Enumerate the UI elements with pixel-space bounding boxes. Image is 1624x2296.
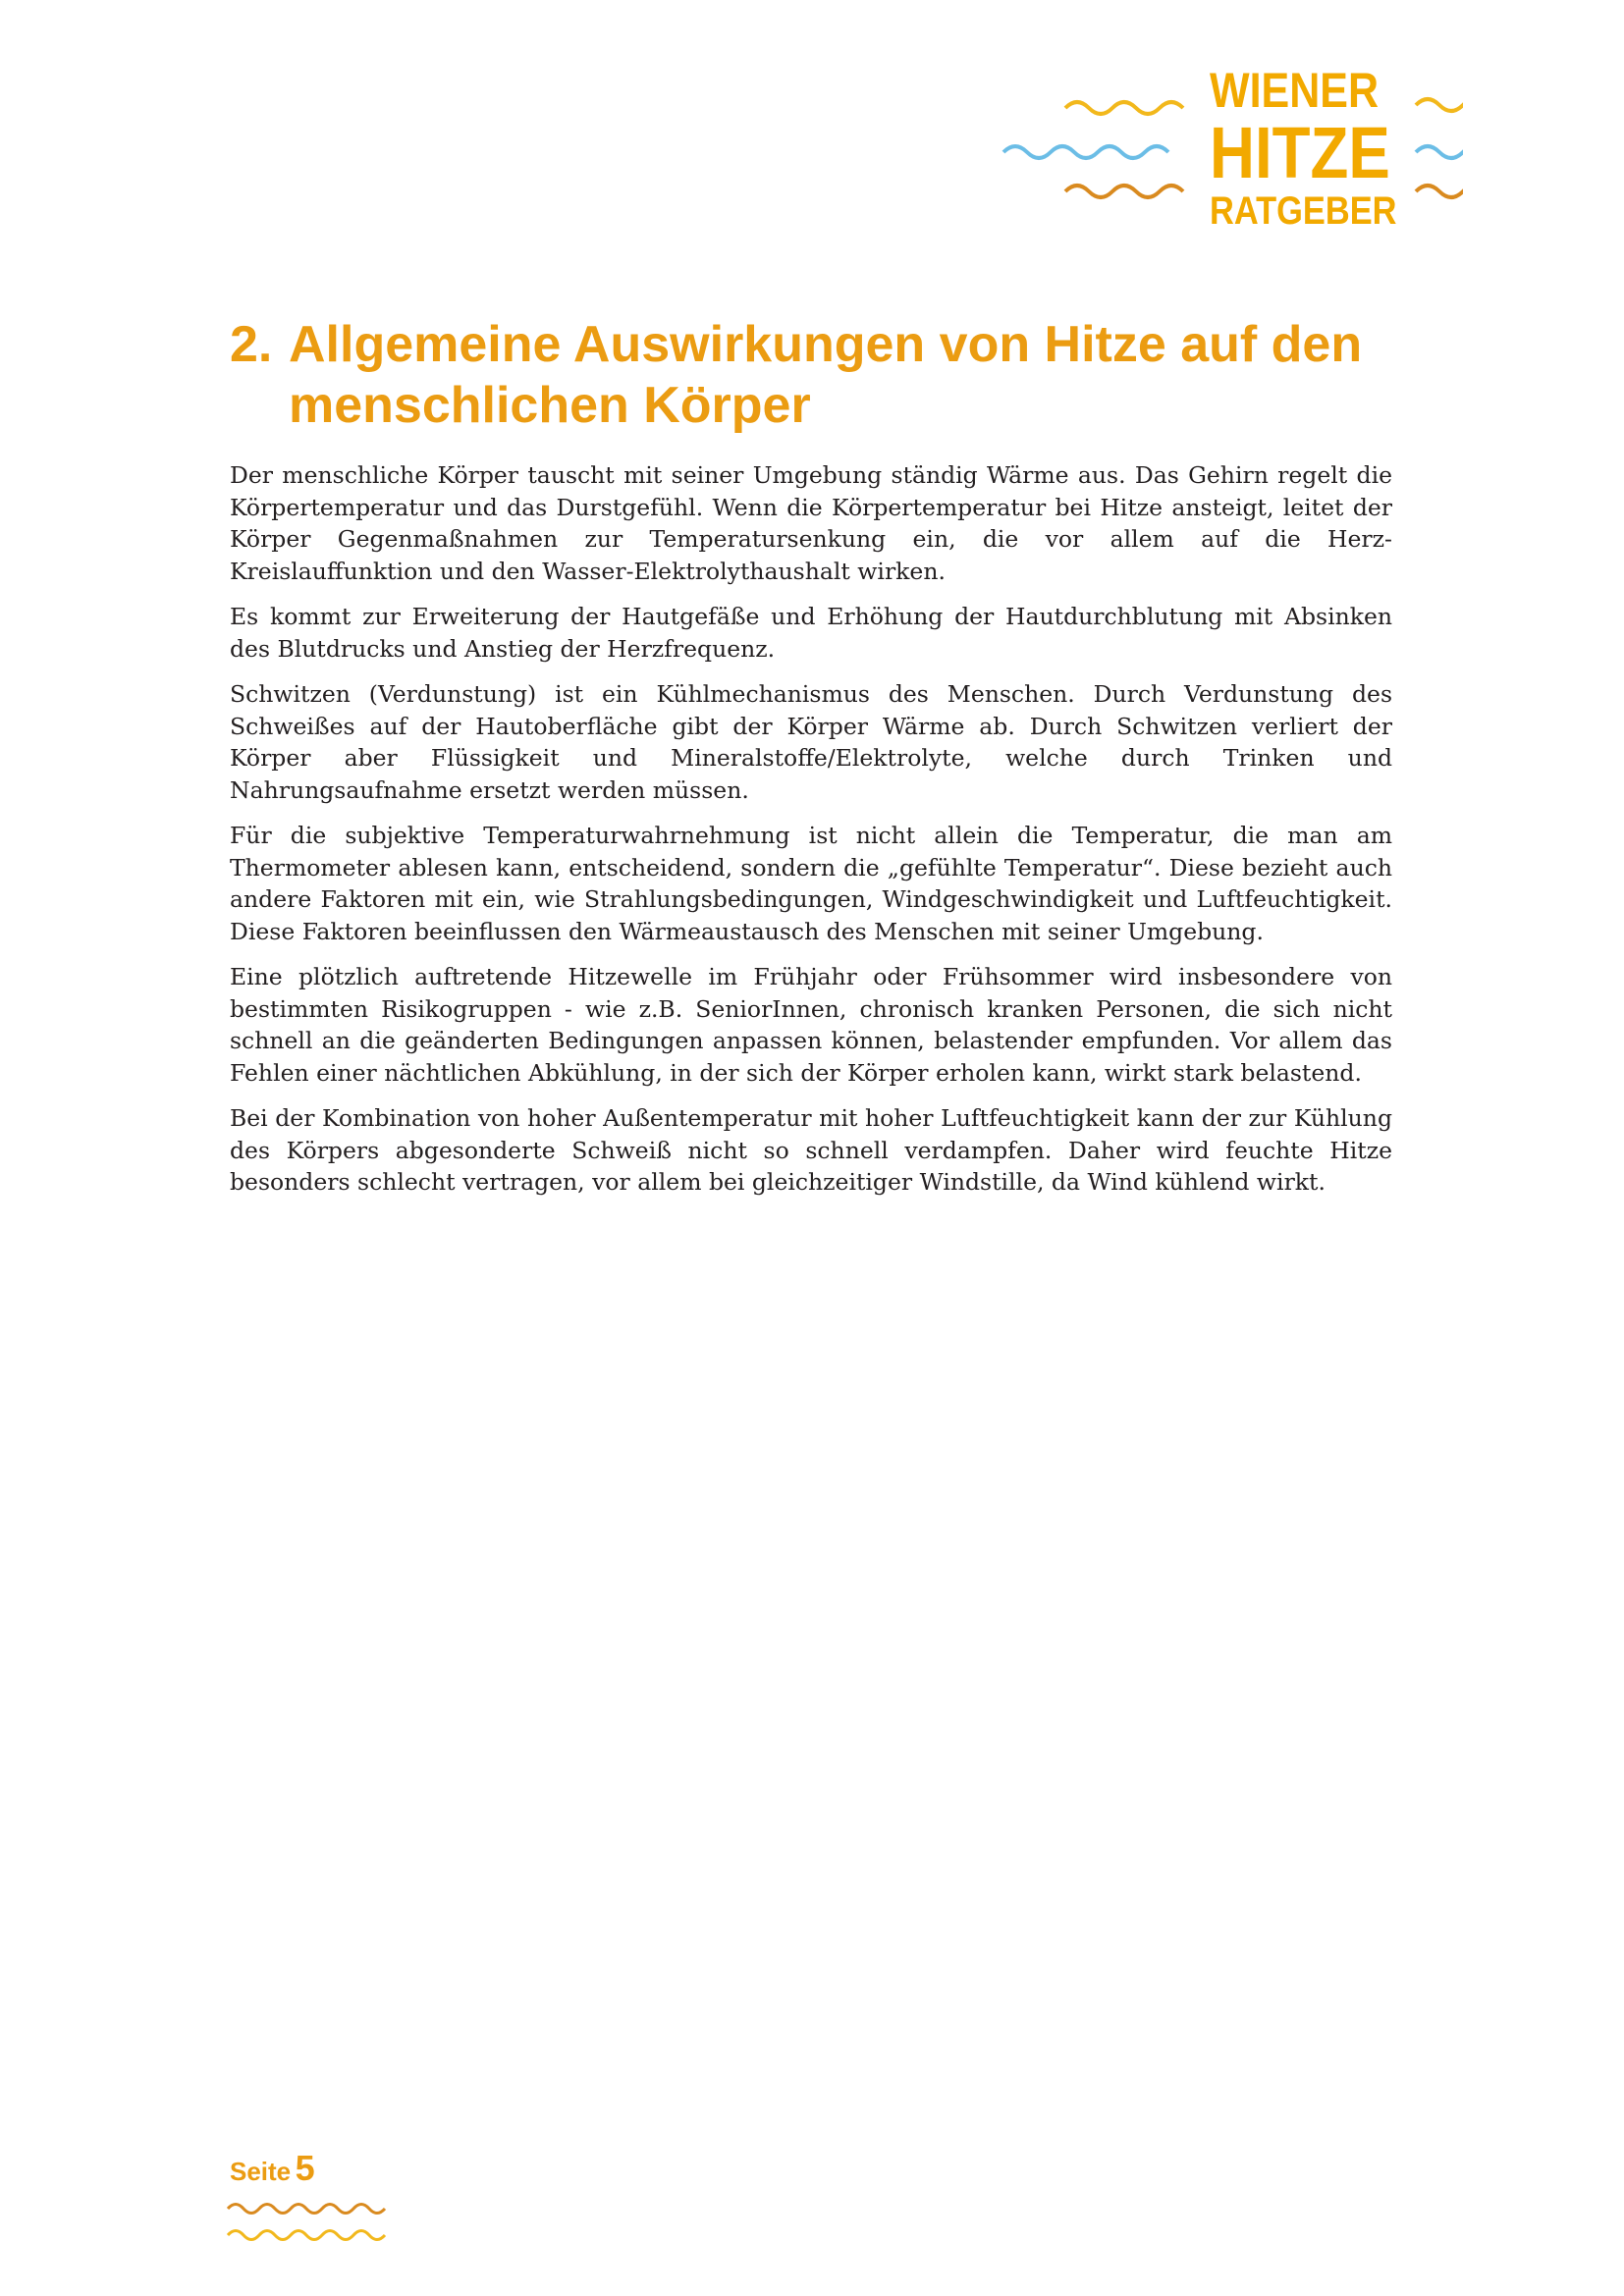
logo-line-ratgeber: RATGEBER [1210, 189, 1397, 233]
heading-line-2: menschlichen Körper [289, 377, 811, 434]
paragraph: Eine plötzlich auftretende Hitzewelle im Frühjahr oder Frühsommer wird insbesondere von bestimmten Risikogruppen - wie z.B. SeniorInnen, chronisch kranken Personen, die sich nicht schnell an die geänderten Bedingungen anpassen können, belastender empfunden. Vor allem das Fehlen einer nächtlichen Abkühlung, in der sich der Körper erholen kann, wirkt stark belastend. [230, 963, 1392, 1087]
paragraph: Bei der Kombination von hoher Außentemperatur mit hoher Luftfeuchtigkeit kann der zur Kühlung des Körpers abgesonderte Schweiß nicht so schnell verdampfen. Daher wird feuchte Hitze besonders schlecht vertragen, vor allem bei gleichzeitiger Windstille, da Wind kühlend wirkt. [230, 1104, 1392, 1196]
section-heading [230, 314, 1408, 436]
page-number-label [230, 2148, 315, 2189]
logo-line-wiener: WIENER [1210, 63, 1379, 118]
page-number: 5 [295, 2148, 315, 2188]
body-text [230, 459, 1392, 1212]
paragraph: Es kommt zur Erweiterung der Hautgefäße und Erhöhung der Hautdurchblutung mit Absinken des Blutdrucks und Anstieg der Herzfrequenz. [230, 603, 1392, 663]
page-label: Seite [230, 2157, 292, 2186]
paragraph: Für die subjektive Temperaturwahrnehmung ist nicht allein die Temperatur, die man am Thermometer ablesen kann, entscheidend, sondern die „gefühlte Temperatur“. Diese bezieht auch andere Faktoren mit ein, wie Strahlungsbedingungen, Windgeschwindigkeit und Luftfeuchtigkeit. Diese Faktoren beeinflussen den Wärmeaustausch des Menschen mit seiner Umgebung. [230, 822, 1392, 945]
heading-line-1: Allgemeine Auswirkungen von Hitze auf den [289, 316, 1363, 373]
footer-waves-graphic [226, 2191, 393, 2250]
paragraph: Schwitzen (Verdunstung) ist ein Kühlmechanismus des Menschen. Durch Verdunstung des Schweißes auf der Hautoberfläche gibt der Körper Wärme ab. Durch Schwitzen verliert der Körper aber Flüssigkeit und Mineralstoffe/Elektrolyte, welche durch Trinken und Nahrungsaufnahme ersetzt werden müssen. [230, 680, 1392, 804]
paragraph: Der menschliche Körper tauscht mit seiner Umgebung ständig Wärme aus. Das Gehirn regelt die Körpertemperatur und das Durstgefühl. Wenn die Körpertemperatur bei Hitze ansteigt, leitet der Körper Gegenmaßnahmen zur Temperatursenkung ein, die vor allem auf die Herz-Kreislauffunktion und den Wasser-Elektrolythaushalt wirken. [230, 461, 1392, 585]
section-number: 2. [230, 316, 273, 373]
wiener-hitze-ratgeber-logo [992, 54, 1463, 240]
logo-line-hitze: HITZE [1210, 112, 1390, 193]
